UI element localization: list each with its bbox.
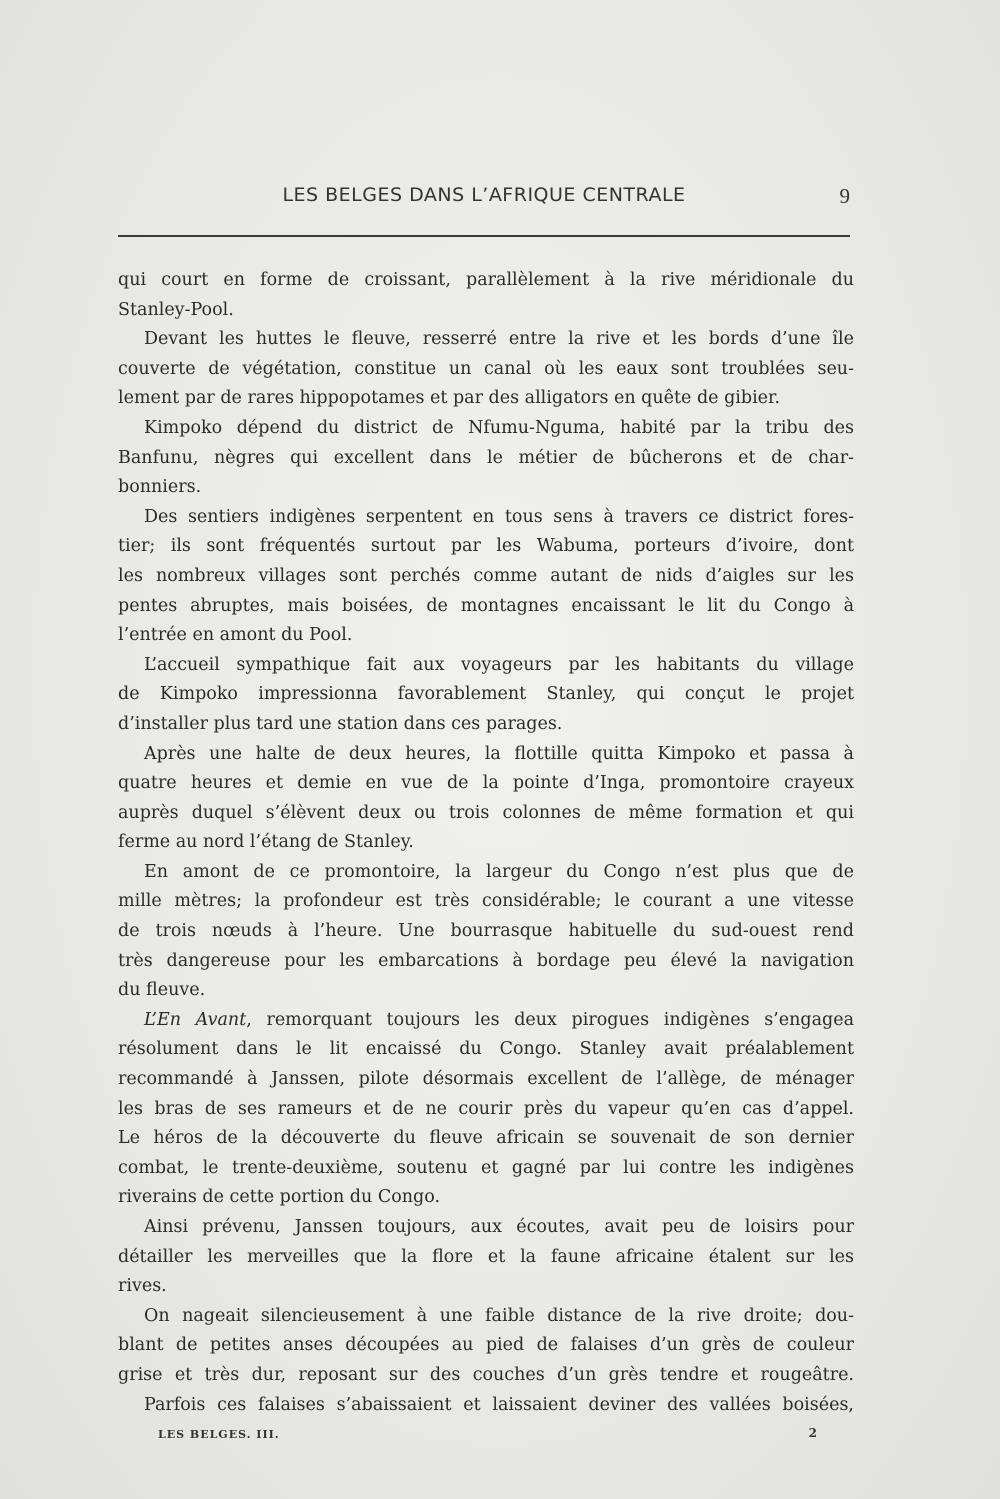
text-line: mille mètres; la profondeur est très considérable; le courant a une vitesse <box>118 891 854 912</box>
text-line: blant de petites anses découpées au pied de falaises d’un grès de couleur <box>118 1335 854 1356</box>
text-line: grise et très dur, reposant sur des couches d’un grès tendre et rougeâtre. <box>118 1364 854 1385</box>
text-line: On nageait silencieusement à une faible distance de la rive droite; dou- <box>144 1305 854 1326</box>
text-line: Parfois ces falaises s’abaissaient et laissaient deviner des vallées boisées, <box>144 1394 854 1415</box>
text-line: qui court en forme de croissant, parallèlement à la rive méridionale du <box>118 270 854 290</box>
text-line-italic-start <box>118 1006 854 1036</box>
text-line: les bras de ses rameurs et de ne courir près du vapeur qu’en cas d’appel. <box>118 1098 854 1119</box>
running-head <box>118 184 850 212</box>
text-line: Devant les huttes le fleuve, resserré entre la rive et les bords d’une île <box>144 329 854 350</box>
text-line: l’entrée en amont du Pool. <box>118 625 353 646</box>
text-line: riverains de cette portion du Congo. <box>118 1187 441 1208</box>
text-line: auprès duquel s’élèvent deux ou trois colonnes de même formation et qui <box>118 802 854 823</box>
header-rule <box>118 235 850 237</box>
signature-mark: LES BELGES. III. <box>158 1428 280 1441</box>
text-line: bonniers. <box>118 477 202 498</box>
page-footer <box>158 1428 818 1448</box>
text-line: les nombreux villages sont perchés comme autant de nids d’aigles sur les <box>118 565 854 586</box>
text-line: couverte de végétation, constitue un canal où les eaux sont troublées seu- <box>118 358 854 379</box>
text-line: Banfunu, nègres qui excellent dans le métier de bûcherons et de char- <box>118 447 854 468</box>
text-line: de Kimpoko impressionna favorablement Stanley, qui conçut le projet <box>118 684 854 705</box>
text-line: résolument dans le lit encaissé du Congo. Stanley avait préalablement <box>118 1039 854 1060</box>
text-line: rives. <box>118 1276 167 1297</box>
text-line: recommandé à Janssen, pilote désormais excellent de l’allège, de ménager <box>118 1069 854 1090</box>
text-line: du fleuve. <box>118 980 206 1001</box>
text-line: En amont de ce promontoire, la largeur du Congo n’est plus que de <box>144 861 854 882</box>
text-line: Stanley-Pool. <box>118 299 234 320</box>
text-line: L’accueil sympathique fait aux voyageurs par les habitants du village <box>144 654 854 675</box>
text-line: pentes abruptes, mais boisées, de montagnes encaissant le lit du Congo à <box>118 595 854 616</box>
sheet-number: 2 <box>808 1426 818 1440</box>
text-line: Le héros de la découverte du fleuve africain se souvenait de son dernier <box>118 1128 854 1149</box>
running-title: LES BELGES DANS L’AFRIQUE CENTRALE <box>282 184 686 206</box>
text-line: Des sentiers indigènes serpentent en tous sens à travers ce district fores- <box>144 506 854 527</box>
ship-name-italic: L’En Avant <box>144 1009 247 1030</box>
text-line: Après une halte de deux heures, la flottille quitta Kimpoko et passa à <box>144 743 854 764</box>
text-line: ferme au nord l’étang de Stanley. <box>118 832 414 853</box>
text-line: tier; ils sont fréquentés surtout par les Wabuma, porteurs d’ivoire, dont <box>118 536 854 557</box>
body-text <box>118 266 854 1420</box>
text-line: quatre heures et demie en vue de la pointe d’Inga, promontoire crayeux <box>118 773 854 794</box>
text-line: lement par de rares hippopotames et par des alligators en quête de gibier. <box>118 388 781 409</box>
page-number: 9 <box>839 184 850 208</box>
text-line: détailler les merveilles que la flore et la faune africaine étalent sur les <box>118 1246 854 1267</box>
text-line: d’installer plus tard une station dans ces parages. <box>118 713 563 734</box>
text-line: combat, le trente-deuxième, soutenu et gagné par lui contre les indigènes <box>118 1157 854 1178</box>
text-line-rest: , remorquant toujours les deux pirogues indigènes s’engagea <box>246 1009 855 1030</box>
text-line: de trois nœuds à l’heure. Une bourrasque habituelle du sud-ouest rend <box>118 921 854 942</box>
text-line: très dangereuse pour les embarcations à bordage peu élevé la navigation <box>118 950 854 971</box>
text-line: Kimpoko dépend du district de Nfumu-Nguma, habité par la tribu des <box>144 417 854 438</box>
text-line: Ainsi prévenu, Janssen toujours, aux écoutes, avait peu de loisirs pour <box>144 1217 854 1237</box>
